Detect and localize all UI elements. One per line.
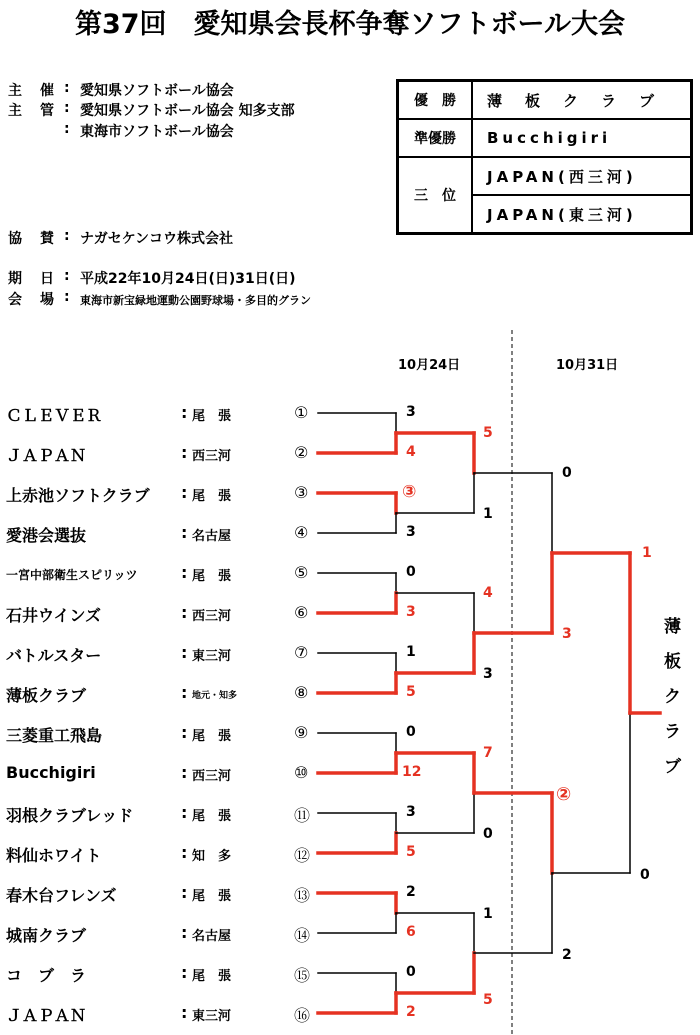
separator: : xyxy=(181,603,188,622)
separator: : xyxy=(181,403,188,422)
team-name: 薄板クラブ xyxy=(6,686,87,705)
winner-char: ブ xyxy=(664,757,681,777)
separator: : xyxy=(181,1003,188,1022)
seed-number: ⑭ xyxy=(294,926,311,945)
score: ② xyxy=(556,784,572,805)
score: 0 xyxy=(483,826,493,842)
team-region: 東三河 xyxy=(192,649,232,664)
separator: : xyxy=(181,643,188,662)
score: 1 xyxy=(483,506,493,522)
team-region: 西三河 xyxy=(192,449,232,464)
host-label: 主 催 xyxy=(8,83,56,99)
score: 3 xyxy=(562,626,572,642)
score: 2 xyxy=(406,884,416,900)
third-value-2: JAPAN(東三河) xyxy=(472,195,691,233)
round1-date: 10月24日 xyxy=(398,358,461,373)
seed-number: ⑨ xyxy=(294,723,309,742)
team-name: 石井ウインズ xyxy=(6,606,102,625)
venue-label: 会 場 xyxy=(8,292,56,308)
seed-number: ② xyxy=(294,443,309,462)
separator: : xyxy=(181,483,188,502)
team-region: 知 多 xyxy=(192,849,232,864)
seed-number: ⑦ xyxy=(294,643,309,662)
champion-label: 優 勝 xyxy=(398,81,472,119)
separator: : xyxy=(181,683,188,702)
team-region: 尾 張 xyxy=(192,729,232,744)
team-region: 尾 張 xyxy=(192,809,232,824)
team-name: ＪＡＰＡＮ xyxy=(6,1006,87,1025)
score: 0 xyxy=(406,564,416,580)
score: 5 xyxy=(406,684,416,700)
score: 3 xyxy=(483,666,493,682)
score: 7 xyxy=(483,745,493,761)
seed-number: ① xyxy=(294,403,309,422)
champion-value: 薄 板 ク ラ ブ xyxy=(472,81,691,119)
separator: : xyxy=(181,763,188,782)
third-label: 三 位 xyxy=(398,157,472,233)
score: 2 xyxy=(406,1004,416,1020)
team-name: 愛港会選抜 xyxy=(6,526,87,545)
winner-char: ク xyxy=(664,687,681,707)
separator: : xyxy=(181,883,188,902)
score: 0 xyxy=(406,724,416,740)
team-name: 三菱重工飛島 xyxy=(6,726,103,745)
separator: : xyxy=(181,963,188,982)
runner-up-label: 準優勝 xyxy=(398,119,472,157)
separator: : xyxy=(64,228,70,244)
score: 12 xyxy=(402,764,422,780)
separator: : xyxy=(64,80,70,96)
seed-number: ④ xyxy=(294,523,309,542)
winner-char: 薄 xyxy=(664,617,681,637)
seed-number: ⑮ xyxy=(294,966,311,985)
score: 3 xyxy=(406,524,416,540)
score: 3 xyxy=(406,404,416,420)
team-region: 名古屋 xyxy=(192,529,232,544)
score: 1 xyxy=(406,644,416,660)
separator: : xyxy=(181,723,188,742)
seed-number: ⑥ xyxy=(294,603,309,622)
team-region: 東三河 xyxy=(192,1009,232,1024)
separator: : xyxy=(181,803,188,822)
host-value: 愛知県ソフトボール協会 xyxy=(80,83,234,99)
team-name: ＣＬＥＶＥＲ xyxy=(6,406,103,425)
score: 4 xyxy=(406,444,416,460)
team-name: 城南クラブ xyxy=(6,926,87,945)
seed-number: ⑬ xyxy=(294,886,311,905)
team-name: 春木台フレンズ xyxy=(6,886,117,905)
seed-number: ③ xyxy=(294,483,309,502)
separator: : xyxy=(181,923,188,942)
score: 1 xyxy=(483,906,493,922)
team-name: ＪＡＰＡＮ xyxy=(6,446,87,465)
third-value-1: JAPAN(西三河) xyxy=(472,157,691,195)
team-name: Bucchigiri xyxy=(6,763,96,782)
separator: : xyxy=(181,443,188,462)
score: 6 xyxy=(406,924,416,940)
sponsor-value: ナガセケンコウ株式会社 xyxy=(80,231,234,247)
separator: : xyxy=(181,523,188,542)
seed-number: ⑪ xyxy=(294,806,311,825)
team-region: 名古屋 xyxy=(192,929,232,944)
seed-number: ⑤ xyxy=(294,563,309,582)
organizer-label: 主 管 xyxy=(8,103,56,119)
score: 5 xyxy=(406,844,416,860)
team-region: 地元・知多 xyxy=(192,691,238,701)
separator: : xyxy=(64,289,70,305)
score: 0 xyxy=(640,867,650,883)
separator: : xyxy=(64,268,70,284)
score: 3 xyxy=(406,804,416,820)
sponsor-label: 協 賛 xyxy=(8,231,56,247)
score: 4 xyxy=(483,585,493,601)
bracket-paths xyxy=(318,413,660,1013)
score: 0 xyxy=(406,964,416,980)
venue-value: 東海市新宝緑地運動公園野球場・多目的グラン xyxy=(80,294,311,307)
team-region: 西三河 xyxy=(192,769,232,784)
separator: : xyxy=(181,563,188,582)
team-name: 一宮中部衛生スピリッツ xyxy=(6,568,138,582)
page-title: 第37回 愛知県会長杯争奪ソフトボール大会 xyxy=(74,9,626,40)
team-name: 料仙ホワイト xyxy=(6,846,102,865)
score: 5 xyxy=(483,425,493,441)
team-name: コ ブ ラ xyxy=(6,966,87,985)
score: ③ xyxy=(402,482,417,502)
seed-number: ⑯ xyxy=(294,1006,311,1025)
seed-number: ⑩ xyxy=(294,763,309,782)
score: 1 xyxy=(642,545,652,561)
round2-date: 10月31日 xyxy=(556,358,619,373)
separator: : xyxy=(64,100,70,116)
seed-number: ⑧ xyxy=(294,683,309,702)
team-region: 尾 張 xyxy=(192,969,232,984)
score: 3 xyxy=(406,604,416,620)
team-region: 尾 張 xyxy=(192,409,232,424)
separator: : xyxy=(181,843,188,862)
team-region: 尾 張 xyxy=(192,889,232,904)
team-region: 尾 張 xyxy=(192,569,232,584)
runner-up-value: Bucchigiri xyxy=(472,119,691,157)
winner-char: ラ xyxy=(664,722,681,742)
date-value: 平成22年10月24日(日)31日(日) xyxy=(80,271,296,287)
score: 5 xyxy=(483,992,493,1008)
seed-number: ⑫ xyxy=(294,846,311,865)
team-name: 上赤池ソフトクラブ xyxy=(6,486,150,505)
organizer-value-1: 愛知県ソフトボール協会 知多支部 xyxy=(80,103,295,119)
team-name: 羽根クラブレッド xyxy=(6,806,134,825)
separator: : xyxy=(64,121,70,137)
score: 2 xyxy=(562,947,572,963)
date-label: 期 日 xyxy=(8,271,56,287)
team-name: バトルスター xyxy=(6,646,102,665)
winner-char: 板 xyxy=(664,652,681,672)
organizer-value-2: 東海市ソフトボール協会 xyxy=(80,124,234,140)
score: 0 xyxy=(562,465,572,481)
team-region: 西三河 xyxy=(192,609,232,624)
team-region: 尾 張 xyxy=(192,489,232,504)
